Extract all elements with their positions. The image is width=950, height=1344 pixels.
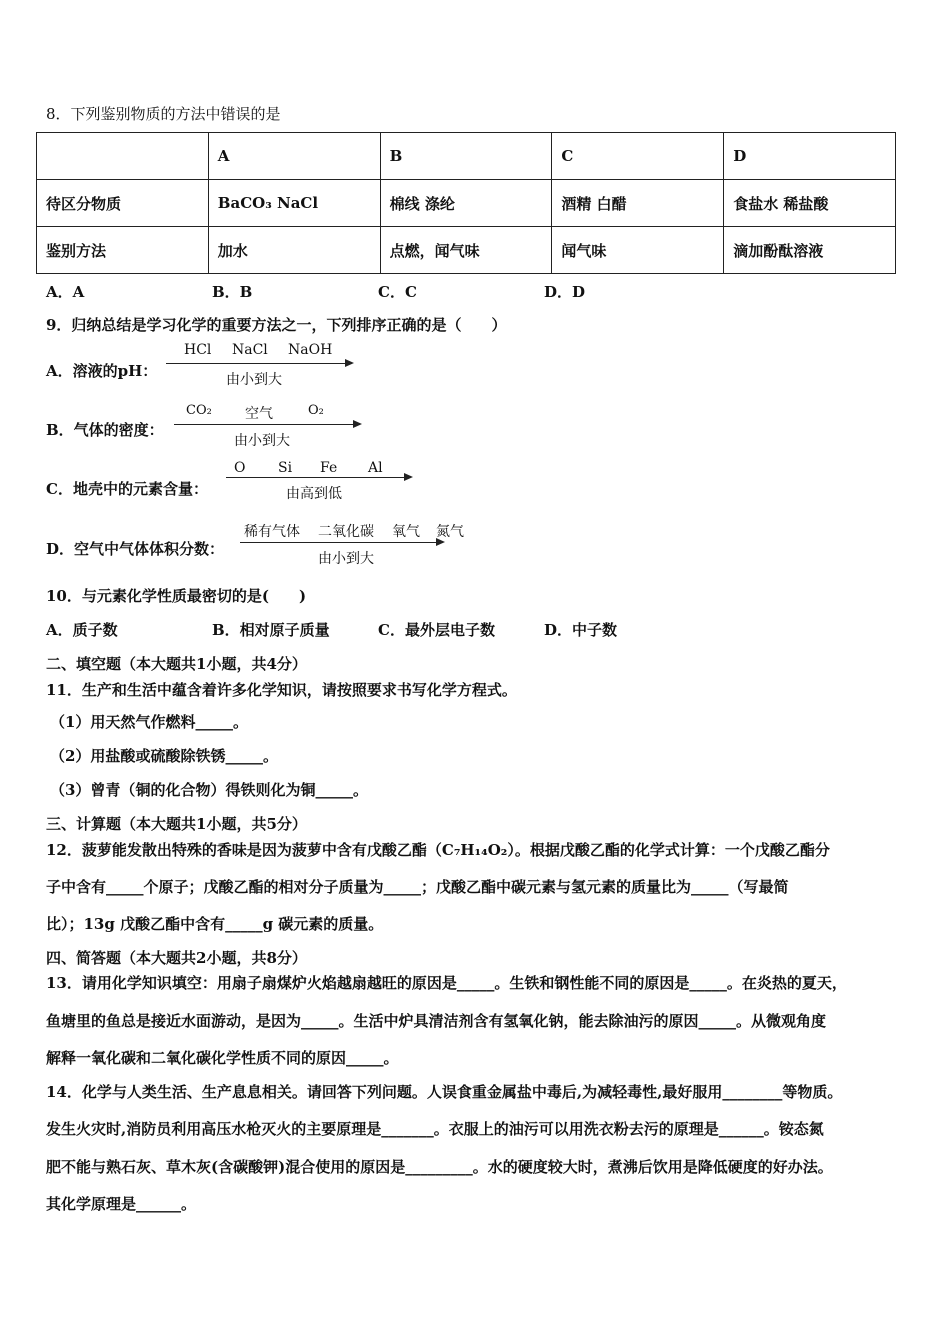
q14-line: 发生火灾时,消防员利用高压水枪灭火的主要原理是_______。衣服上的油污可以用洗衣粉去污的原理是______。铵态氮 — [46, 1120, 824, 1138]
arrow — [174, 424, 360, 425]
table-cell: D — [724, 133, 896, 180]
table-cell — [37, 133, 209, 180]
section-heading: 四、简答题（本大题共2小题，共8分） — [46, 949, 307, 967]
q11-part-1: （1）用天然气作燃料_____。 — [50, 713, 248, 731]
q8-option-a[interactable]: A．A — [46, 283, 85, 301]
q9-option-d[interactable]: D．空气中气体体积分数： — [46, 540, 225, 558]
q10-stem: 10．与元素化学性质最密切的是( ) — [46, 587, 307, 605]
q13-line: 13．请用化学知识填空：用扇子扇煤炉火焰越扇越旺的原因是_____。生铁和钢性能不同的原因是_____。在炎热的夏天， — [46, 974, 847, 992]
arrow — [226, 477, 411, 478]
q9-stem: 9．归纳总结是学习化学的重要方法之一，下列排序正确的是（ ） — [46, 316, 507, 334]
arrow-caption: 由小到大 — [226, 372, 282, 388]
arrow-label: NaOH — [288, 342, 333, 358]
arrow — [166, 363, 352, 364]
table-cell: 闻气味 — [552, 227, 724, 274]
arrow-label: Fe — [320, 460, 338, 476]
q14-line: 14．化学与人类生活、生产息息相关。请回答下列问题。人误食重金属盐中毒后,为减轻毒性,最好服用________等物质。 — [46, 1083, 843, 1101]
q14-line: 其化学原理是______。 — [46, 1195, 197, 1213]
table-cell: A — [208, 133, 380, 180]
q13-line: 解释一氧化碳和二氧化碳化学性质不同的原因_____。 — [46, 1049, 399, 1067]
arrow-label: Al — [368, 460, 383, 476]
q13-line: 鱼塘里的鱼总是接近水面游动，是因为_____。生活中炉具清洁剂含有氢氧化钠，能去除油污的原因_____。从微观角度 — [46, 1012, 827, 1030]
section-heading: 三、计算题（本大题共1小题，共5分） — [46, 815, 307, 833]
q11-part-2: （2）用盐酸或硫酸除铁锈_____。 — [50, 747, 278, 765]
arrow-label: 氧气 — [392, 524, 420, 540]
q10-option-b[interactable]: B．相对原子质量 — [212, 621, 330, 639]
arrow — [240, 542, 443, 543]
q9-option-a[interactable]: A．溶液的pH： — [46, 362, 158, 380]
q9-option-c[interactable]: C．地壳中的元素含量： — [46, 480, 208, 498]
q9-option-b[interactable]: B．气体的密度： — [46, 421, 164, 439]
table-cell: 食盐水 稀盐酸 — [724, 180, 896, 227]
table-cell: 点燃，闻气味 — [380, 227, 552, 274]
q8-option-b[interactable]: B．B — [212, 283, 253, 301]
q10-option-c[interactable]: C．最外层电子数 — [378, 621, 495, 639]
table-cell: BaCO₃ NaCl — [208, 180, 380, 227]
table-row — [37, 180, 896, 227]
q12-line: 子中含有_____个原子；戊酸乙酯的相对分子质量为_____；戊酸乙酯中碳元素与氢元素的质量比为_____（写最简 — [46, 878, 789, 896]
arrow-label: 空气 — [245, 406, 273, 422]
arrow-label: 氮气 — [436, 524, 464, 540]
table-cell: 鉴别方法 — [37, 227, 209, 274]
arrow-label: NaCl — [232, 342, 268, 358]
table-cell: 棉线 涤纶 — [380, 180, 552, 227]
q10-option-d[interactable]: D．中子数 — [544, 621, 618, 639]
arrow-caption: 由小到大 — [318, 551, 374, 567]
table-cell: B — [380, 133, 552, 180]
q12-line: 12．菠萝能发散出特殊的香味是因为菠萝中含有戊酸乙酯（C₇H₁₄O₂）。根据戊酸乙酯的化学式计算：一个戊酸乙酯分 — [46, 841, 830, 859]
q8-stem: 8．下列鉴别物质的方法中错误的是 — [46, 105, 281, 123]
arrow-label: O — [234, 460, 246, 476]
arrow-label: O₂ — [308, 403, 324, 418]
table-cell: C — [552, 133, 724, 180]
arrow-caption: 由小到大 — [234, 433, 290, 449]
q14-line: 肥不能与熟石灰、草木灰(含碳酸钾)混合使用的原因是_________。水的硬度较大时，煮沸后饮用是降低硬度的好办法。 — [46, 1158, 833, 1176]
table-cell: 酒精 白醋 — [552, 180, 724, 227]
q12-line: 比）；13g 戊酸乙酯中含有_____g 碳元素的质量。 — [46, 915, 384, 933]
arrow-label: CO₂ — [186, 403, 212, 418]
arrow-label: Si — [278, 460, 293, 476]
table-cell: 滴加酚酞溶液 — [724, 227, 896, 274]
table-row — [37, 133, 896, 180]
arrow-label: 二氧化碳 — [318, 524, 374, 540]
q10-option-a[interactable]: A．质子数 — [46, 621, 118, 639]
arrow-label: 稀有气体 — [244, 524, 300, 540]
q8-option-d[interactable]: D．D — [544, 283, 586, 301]
section-heading: 二、填空题（本大题共1小题，共4分） — [46, 655, 307, 673]
q11-stem: 11．生产和生活中蕴含着许多化学知识，请按照要求书写化学方程式。 — [46, 681, 517, 699]
q8-option-c[interactable]: C．C — [378, 283, 417, 301]
arrow-caption: 由高到低 — [286, 486, 342, 502]
table-cell: 待区分物质 — [37, 180, 209, 227]
table-cell: 加水 — [208, 227, 380, 274]
q11-part-3: （3）曾青（铜的化合物）得铁则化为铜_____。 — [50, 781, 368, 799]
q8-table — [36, 132, 896, 274]
arrow-label: HCl — [184, 342, 212, 358]
table-row — [37, 227, 896, 274]
